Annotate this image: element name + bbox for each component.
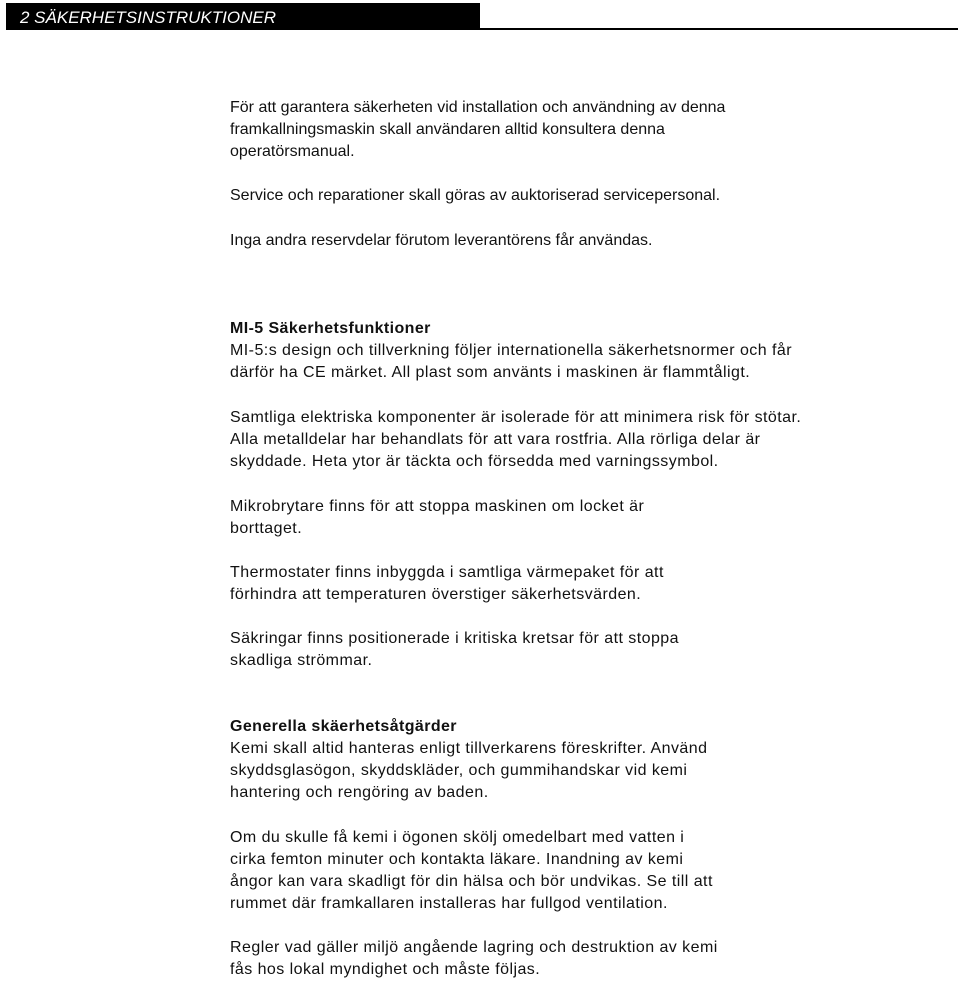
- intro-paragraph-1: För att garantera säkerheten vid installation och användning av denna framkallningsmaskin skall användaren alltid konsultera denna operatörsmanual.: [230, 99, 726, 160]
- safety-paragraph-4: Thermostater finns inbyggda i samtliga värmepaket för att förhindra att temperaturen överstiger säkerhetsvärden.: [230, 564, 664, 603]
- section-header-bar: [6, 3, 480, 30]
- safety-paragraph-2: Samtliga elektriska komponenter är isolerade för att minimera risk för stötar. Alla metalldelar har behandlats för att vara rostfria. Alla rörliga delar är skyddade. Heta ytor är täckta och försedda med varningssymbol.: [230, 409, 802, 470]
- general-paragraph-2: Om du skulle få kemi i ögonen skölj omedelbart med vatten i cirka femton minuter och kontakta läkare. Inandning av kemi ångor kan vara skadligt för din hälsa och bör undvikas. Se till att rummet där framkallaren installeras har fullgod ventilation.: [230, 829, 713, 912]
- safety-functions-heading: MI-5 Säkerhetsfunktioner: [230, 320, 431, 337]
- header-rule: [480, 28, 958, 30]
- intro-paragraph-3: Inga andra reservdelar förutom leverantörens får användas.: [230, 232, 653, 249]
- general-paragraph-3: Regler vad gäller miljö angående lagring och destruktion av kemi fås hos lokal myndighet och måste följas.: [230, 939, 718, 978]
- safety-paragraph-5: Säkringar finns positionerade i kritiska kretsar för att stoppa skadliga strömmar.: [230, 630, 679, 669]
- general-paragraph-1: Kemi skall altid hanteras enligt tillverkarens föreskrifter. Använd skyddsglasögon, skyddskläder, och gummihandskar vid kemi hantering och rengöring av baden.: [230, 740, 708, 801]
- intro-paragraph-2: Service och reparationer skall göras av auktoriserad servicepersonal.: [230, 187, 721, 204]
- general-measures-heading: Generella skäerhetsåtgärder: [230, 718, 457, 735]
- safety-paragraph-3: Mikrobrytare finns för att stoppa maskinen om locket är borttaget.: [230, 498, 645, 537]
- section-title: 2 SÄKERHETSINSTRUKTIONER: [20, 8, 276, 27]
- safety-paragraph-1: MI-5:s design och tillverkning följer internationella säkerhetsnormer och får därför ha CE märket. All plast som använts i maskinen är flammtåligt.: [230, 342, 793, 381]
